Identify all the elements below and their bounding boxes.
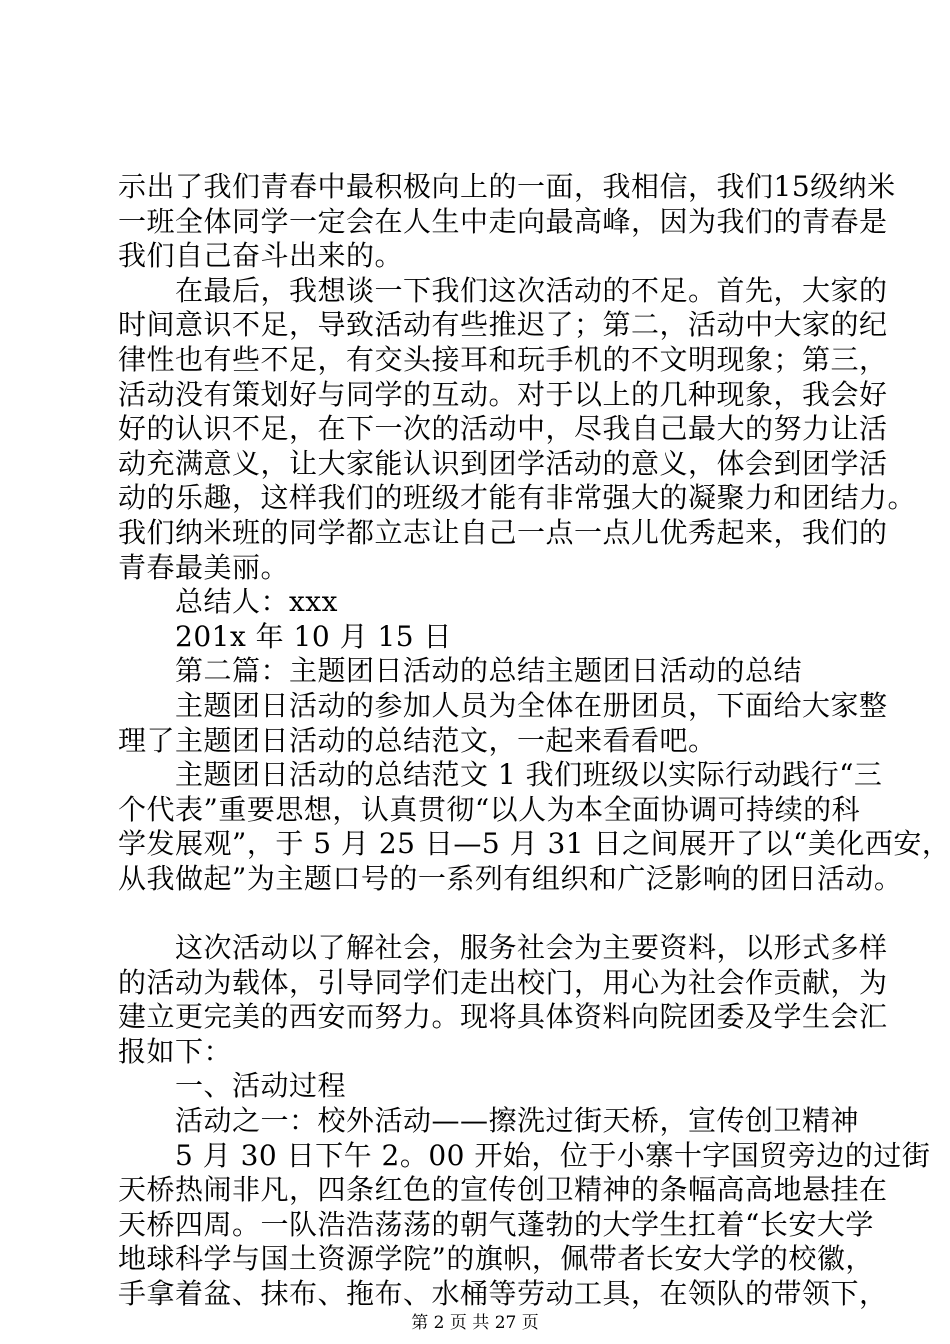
text-line: 这次活动以了解社会，服务社会为主要资料，以形式多样	[118, 931, 888, 965]
text-line: 天桥热闹非凡，四条红色的宣传创卫精神的条幅高高地悬挂在	[118, 1173, 888, 1207]
text-line: 手拿着盆、抹布、拖布、水桶等劳动工具，在领队的带领下，	[118, 1277, 888, 1310]
text-line: 青春最美丽。	[118, 550, 290, 584]
text-line: 地球科学与国土资源学院”的旗帜，佩带者长安大学的校徽，	[118, 1242, 874, 1276]
text-line: 动充满意义，让大家能认识到团学活动的意义，体会到团学活	[118, 446, 888, 480]
text-line: 报如下：	[118, 1034, 233, 1068]
section-heading: 第二篇：主题团日活动的总结主题团日活动的总结	[118, 654, 803, 688]
page-number: 第 2 页 共 27 页	[411, 1313, 539, 1333]
text-line: 个代表”重要思想，认真贯彻“以人为本全面协调可持续的科	[118, 792, 861, 826]
text-line: 我们纳米班的同学都立志让自己一点一点儿优秀起来，我们的	[118, 515, 888, 549]
text-line: 一班全体同学一定会在人生中走向最高峰，因为我们的青春是	[118, 204, 888, 238]
text-line: 在最后，我想谈一下我们这次活动的不足。首先，大家的	[118, 273, 888, 307]
text-line: 主题团日活动的参加人员为全体在册团员，下面给大家整	[118, 688, 888, 722]
subheading: 活动之一：校外活动——擦洗过街天桥，宣传创卫精神	[118, 1104, 860, 1138]
text-line: 好的认识不足，在下一次的活动中，尽我自己最大的努力让活	[118, 412, 888, 446]
text-line: 从我做起”为主题口号的一系列有组织和广泛影响的团日活动。	[118, 861, 903, 895]
author-line: 总结人：xxx	[118, 585, 338, 619]
text-line: 律性也有些不足，有交头接耳和玩手机的不文明现象；第三，	[118, 342, 888, 376]
date-line: 201x 年 10 月 15 日	[118, 619, 452, 653]
text-line: 建立更完美的西安而努力。现将具体资料向院团委及学生会汇	[118, 1000, 888, 1034]
subheading: 一、活动过程	[118, 1069, 347, 1103]
text-line: 天桥四周。一队浩浩荡荡的朝气蓬勃的大学生扛着“长安大学	[118, 1207, 874, 1241]
text-line: 5 月 30 日下午 2。00 开始，位于小寨十字国贸旁边的过街	[118, 1138, 931, 1172]
text-line: 动的乐趣，这样我们的班级才能有非常强大的凝聚力和团结力。	[118, 481, 917, 515]
text-line: 示出了我们青春中最积极向上的一面，我相信，我们15级纳米	[118, 170, 896, 203]
paragraph-gap	[118, 896, 838, 931]
text-line: 时间意识不足，导致活动有些推迟了；第二，活动中大家的纪	[118, 308, 888, 342]
document-body	[118, 170, 950, 1312]
text-line: 的活动为载体，引导同学们走出校门，用心为社会作贡献，为	[118, 965, 888, 999]
text-line: 活动没有策划好与同学的互动。对于以上的几种现象，我会好	[118, 377, 888, 411]
text-line: 理了主题团日活动的总结范文，一起来看看吧。	[118, 723, 717, 757]
text-line: 主题团日活动的总结范文 1 我们班级以实际行动践行“三	[118, 758, 883, 792]
text-line: 学发展观”，于 5 月 25 日—5 月 31 日之间展开了以“美化西安，	[118, 827, 950, 861]
text-line: 我们自己奋斗出来的。	[118, 239, 404, 273]
